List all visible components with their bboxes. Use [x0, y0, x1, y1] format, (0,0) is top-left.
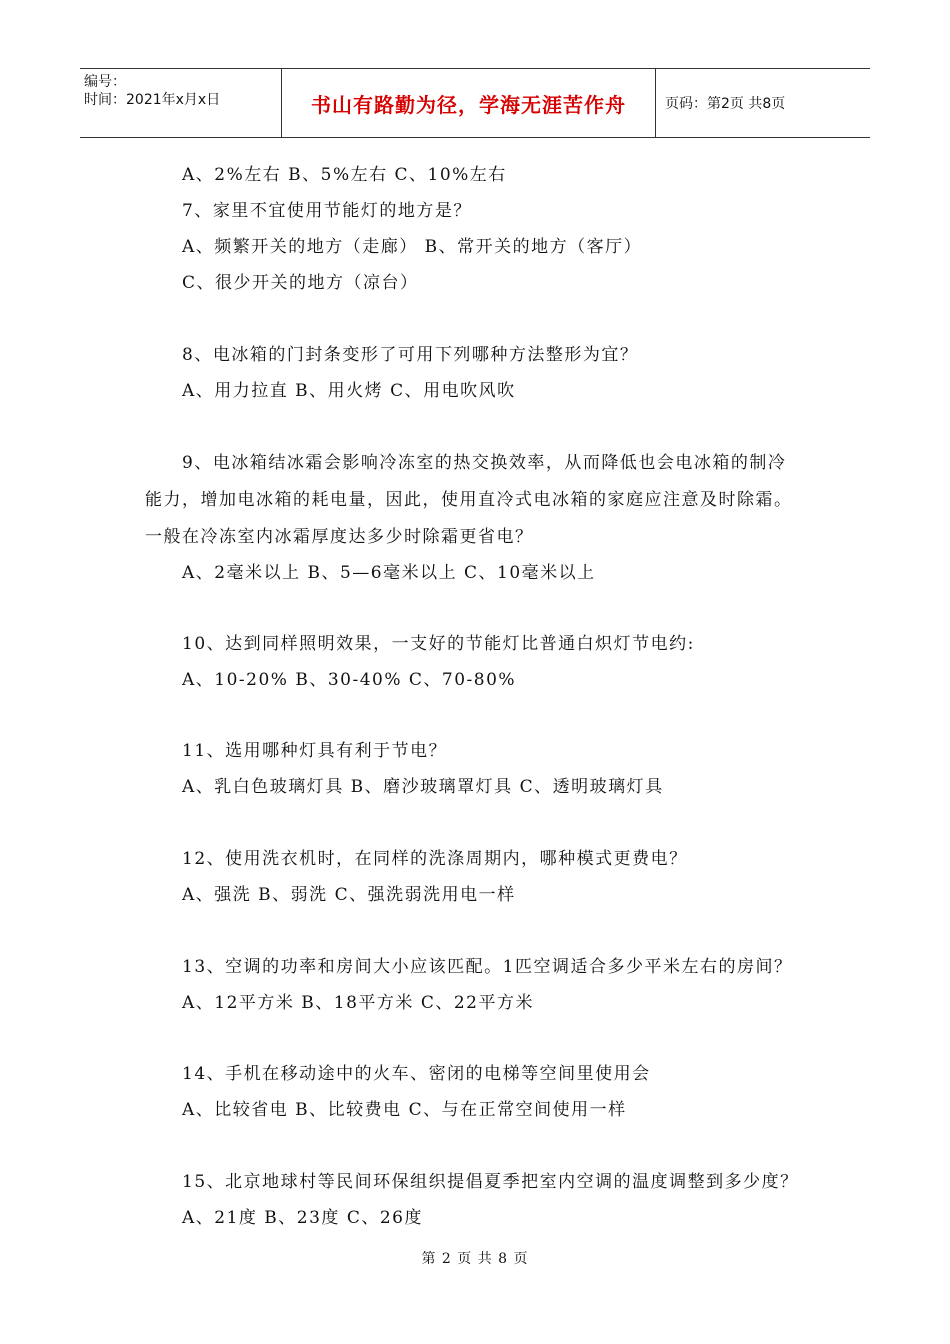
page-footer: 第 2 页 共 8 页: [421, 1251, 529, 1267]
answer-options-7-c: C、很少开关的地方（凉台）: [182, 273, 419, 293]
page-header: [80, 68, 870, 138]
question-10: 10、达到同样照明效果，一支好的节能灯比普通白炽灯节电约:: [182, 634, 695, 654]
question-9-line-1: 9、电冰箱结冰霜会影响冷冻室的热交换效率，从而降低也会电冰箱的制冷: [182, 453, 787, 473]
header-left-cell: [80, 69, 281, 137]
question-11: 11、选用哪种灯具有利于节电？: [182, 741, 448, 761]
question-7: 7、家里不宜使用节能灯的地方是？: [182, 201, 472, 221]
answer-options-15: A、21度 B、23度 C、26度: [182, 1208, 423, 1228]
document-time-label: 时间：2021年x月x日: [84, 92, 221, 108]
answer-options-6: A、2%左右 B、5%左右 C、10%左右: [182, 165, 507, 185]
question-12: 12、使用洗衣机时，在同样的洗涤周期内，哪种模式更费电？: [182, 849, 688, 869]
header-motto: 书山有路勤为径，学海无涯苦作舟: [281, 69, 656, 137]
answer-options-10: A、10-20% B、30-40% C、70-80%: [182, 670, 517, 690]
answer-options-8: A、用力拉直 B、用火烤 C、用电吹风吹: [182, 381, 516, 401]
answer-options-12: A、强洗 B、弱洗 C、强洗弱洗用电一样: [182, 885, 516, 905]
document-number-label: 编号：: [84, 74, 126, 90]
question-13: 13、空调的功率和房间大小应该匹配。1匹空调适合多少平米左右的房间？: [182, 957, 793, 977]
header-page-code: 页码：第2页 共8页: [665, 96, 786, 112]
question-9-line-2: 能力，增加电冰箱的耗电量，因此，使用直冷式电冰箱的家庭应注意及时除霜。: [145, 490, 793, 510]
answer-options-9: A、2毫米以上 B、5—6毫米以上 C、10毫米以上: [182, 563, 596, 583]
question-14: 14、手机在移动途中的火车、密闭的电梯等空间里使用会: [182, 1064, 651, 1084]
question-15: 15、北京地球村等民间环保组织提倡夏季把室内空调的温度调整到多少度？: [182, 1172, 799, 1192]
answer-options-11: A、乳白色玻璃灯具 B、磨沙玻璃罩灯具 C、透明玻璃灯具: [182, 777, 664, 797]
question-8: 8、电冰箱的门封条变形了可用下列哪种方法整形为宜？: [182, 345, 639, 365]
answer-options-7-ab: A、频繁开关的地方（走廊） B、常开关的地方（客厅）: [182, 237, 643, 257]
answer-options-14: A、比较省电 B、比较费电 C、与在正常空间使用一样: [182, 1100, 627, 1120]
question-9-line-3: 一般在冷冻室内冰霜厚度达多少时除霜更省电？: [145, 527, 534, 547]
answer-options-13: A、12平方米 B、18平方米 C、22平方米: [182, 993, 534, 1013]
